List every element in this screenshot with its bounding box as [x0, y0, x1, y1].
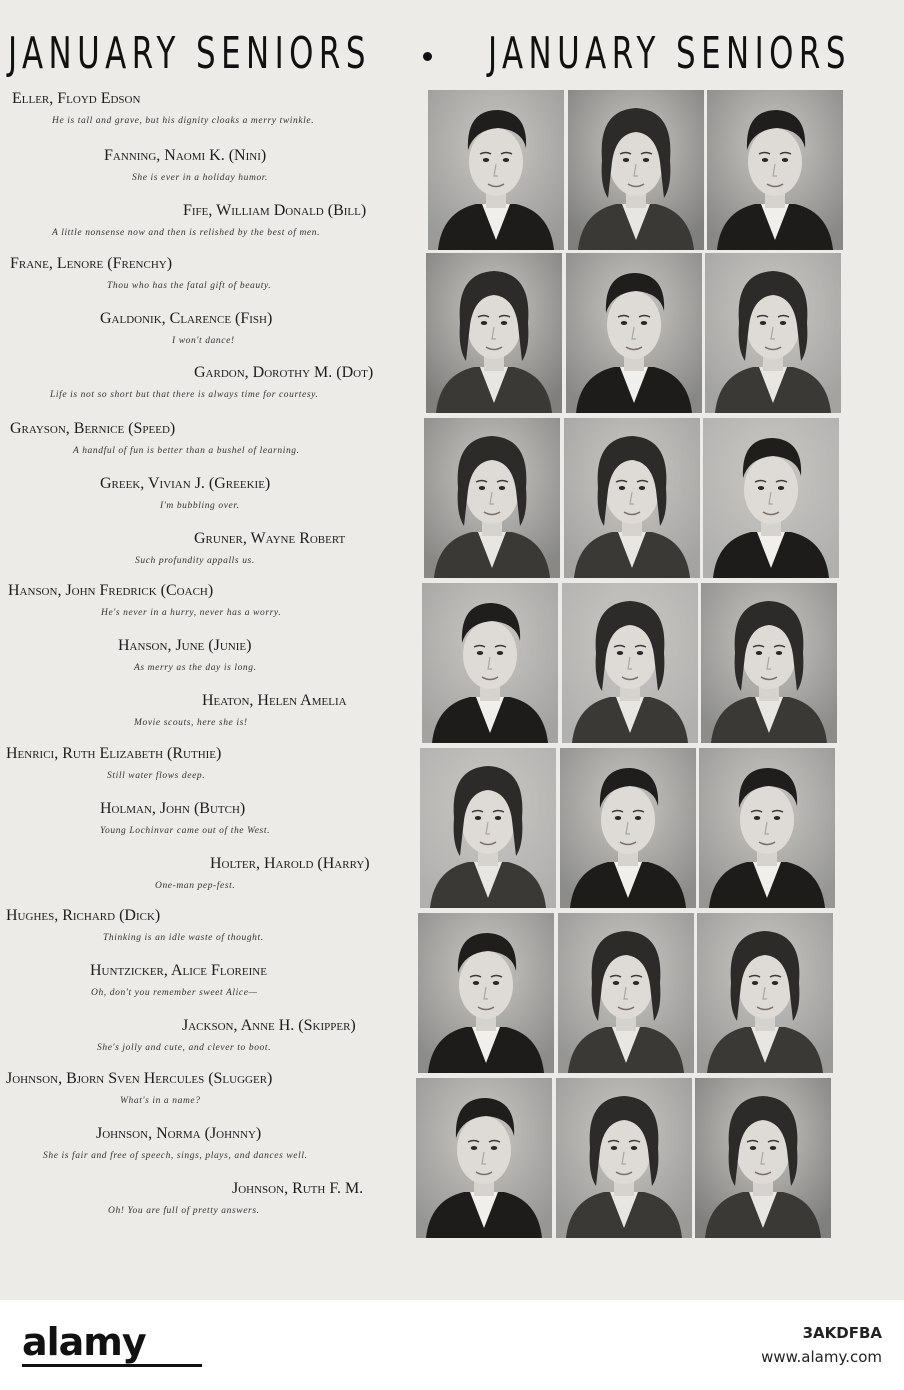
senior-portrait [695, 1078, 831, 1238]
senior-name: Johnson, Ruth F. M. [232, 1180, 364, 1197]
senior-quote: One-man pep-fest. [155, 881, 236, 891]
senior-quote: Oh, don't you remember sweet Alice— [91, 988, 258, 998]
page-header [0, 28, 904, 88]
senior-portrait [566, 253, 702, 413]
senior-quote: A little nonsense now and then is relished by the best of men. [52, 228, 321, 238]
senior-portrait [697, 913, 833, 1073]
senior-entries-list [0, 90, 410, 1230]
senior-portrait [422, 583, 558, 743]
senior-portrait [556, 1078, 692, 1238]
senior-portrait [424, 418, 560, 578]
senior-quote: Still water flows deep. [107, 771, 206, 781]
stock-watermark-bar [0, 1300, 904, 1390]
senior-name: Eller, Floyd Edson [12, 90, 141, 107]
senior-portrait [418, 913, 554, 1073]
senior-portrait [428, 90, 564, 250]
portrait-image [416, 1078, 552, 1238]
portrait-image [424, 418, 560, 578]
portrait-image [707, 90, 843, 250]
senior-name: Heaton, Helen Amelia [202, 692, 347, 709]
site-url: www.alamy.com [761, 1348, 882, 1366]
senior-portrait [420, 748, 556, 908]
senior-quote: Such profundity appalls us. [135, 556, 255, 566]
portrait-grid [420, 90, 852, 1242]
senior-portrait [703, 418, 839, 578]
senior-quote: He is tall and grave, but his dignity cloaks a merry twinkle. [52, 116, 315, 126]
portrait-image [701, 583, 837, 743]
senior-quote: Movie scouts, here she is! [134, 718, 248, 728]
senior-quote: She is ever in a holiday humor. [132, 173, 269, 183]
senior-name: Johnson, Bjorn Sven Hercules (Slugger) [6, 1070, 273, 1087]
senior-name: Holman, John (Butch) [100, 800, 246, 817]
portrait-image [705, 253, 841, 413]
senior-name: Fanning, Naomi K. (Nini) [104, 147, 267, 164]
senior-name: Jackson, Anne H. (Skipper) [182, 1017, 356, 1034]
senior-name: Galdonik, Clarence (Fish) [100, 310, 273, 327]
senior-portrait [426, 253, 562, 413]
portrait-image [560, 748, 696, 908]
header-bullet [423, 52, 432, 61]
senior-portrait [707, 90, 843, 250]
senior-name: Gardon, Dorothy M. (Dot) [194, 364, 374, 381]
senior-portrait [416, 1078, 552, 1238]
senior-quote: She is fair and free of speech, sings, plays, and dances well. [43, 1151, 308, 1161]
senior-name: Johnson, Norma (Johnny) [96, 1125, 262, 1142]
senior-quote: I'm bubbling over. [160, 501, 240, 511]
portrait-image [556, 1078, 692, 1238]
portrait-image [566, 253, 702, 413]
senior-name: Holter, Harold (Harry) [210, 855, 370, 872]
portrait-image [562, 583, 698, 743]
senior-portrait [558, 913, 694, 1073]
senior-quote: A handful of fun is better than a bushel of learning. [73, 446, 300, 456]
senior-quote: What's in a name? [120, 1096, 201, 1106]
senior-portrait [560, 748, 696, 908]
senior-portrait [699, 748, 835, 908]
senior-quote: As merry as the day is long. [134, 663, 257, 673]
senior-quote: Oh! You are full of pretty answers. [108, 1206, 260, 1216]
portrait-image [699, 748, 835, 908]
senior-quote: She's jolly and cute, and clever to boot. [97, 1043, 272, 1053]
senior-quote: Thou who has the fatal gift of beauty. [107, 281, 272, 291]
senior-portrait [564, 418, 700, 578]
senior-quote: Life is not so short but that there is always time for courtesy. [50, 390, 319, 400]
portrait-image [426, 253, 562, 413]
portrait-image [420, 748, 556, 908]
senior-portrait [701, 583, 837, 743]
portrait-image [558, 913, 694, 1073]
portrait-image [697, 913, 833, 1073]
portrait-image [418, 913, 554, 1073]
senior-quote: I won't dance! [172, 336, 235, 346]
senior-name: Frane, Lenore (Frenchy) [10, 255, 173, 272]
image-id: 3AKDFBA [802, 1324, 882, 1342]
senior-portrait [562, 583, 698, 743]
senior-quote: He's never in a hurry, never has a worry. [101, 608, 282, 618]
senior-name: Hughes, Richard (Dick) [6, 907, 161, 924]
portrait-image [703, 418, 839, 578]
portrait-image [428, 90, 564, 250]
senior-name: Hanson, June (Junie) [118, 637, 252, 654]
senior-name: Gruner, Wayne Robert [194, 530, 346, 547]
image-credit [761, 1324, 882, 1366]
alamy-logo: alamy [22, 1320, 146, 1364]
senior-name: Hanson, John Fredrick (Coach) [8, 582, 214, 599]
senior-name: Huntzicker, Alice Floreine [90, 962, 267, 979]
portrait-image [422, 583, 558, 743]
senior-name: Grayson, Bernice (Speed) [10, 420, 176, 437]
senior-name: Fife, William Donald (Bill) [183, 202, 367, 219]
portrait-image [695, 1078, 831, 1238]
senior-quote: Thinking is an idle waste of thought. [103, 933, 264, 943]
senior-portrait [568, 90, 704, 250]
alamy-logo-mark [22, 1362, 202, 1372]
portrait-image [564, 418, 700, 578]
senior-name: Henrici, Ruth Elizabeth (Ruthie) [6, 745, 222, 762]
senior-name: Greek, Vivian J. (Greekie) [100, 475, 271, 492]
senior-portrait [705, 253, 841, 413]
portrait-image [568, 90, 704, 250]
header-title-right: JANUARY SENIORS [488, 28, 851, 79]
senior-quote: Young Lochinvar came out of the West. [100, 826, 271, 836]
header-title-left: JANUARY SENIORS [8, 28, 371, 79]
